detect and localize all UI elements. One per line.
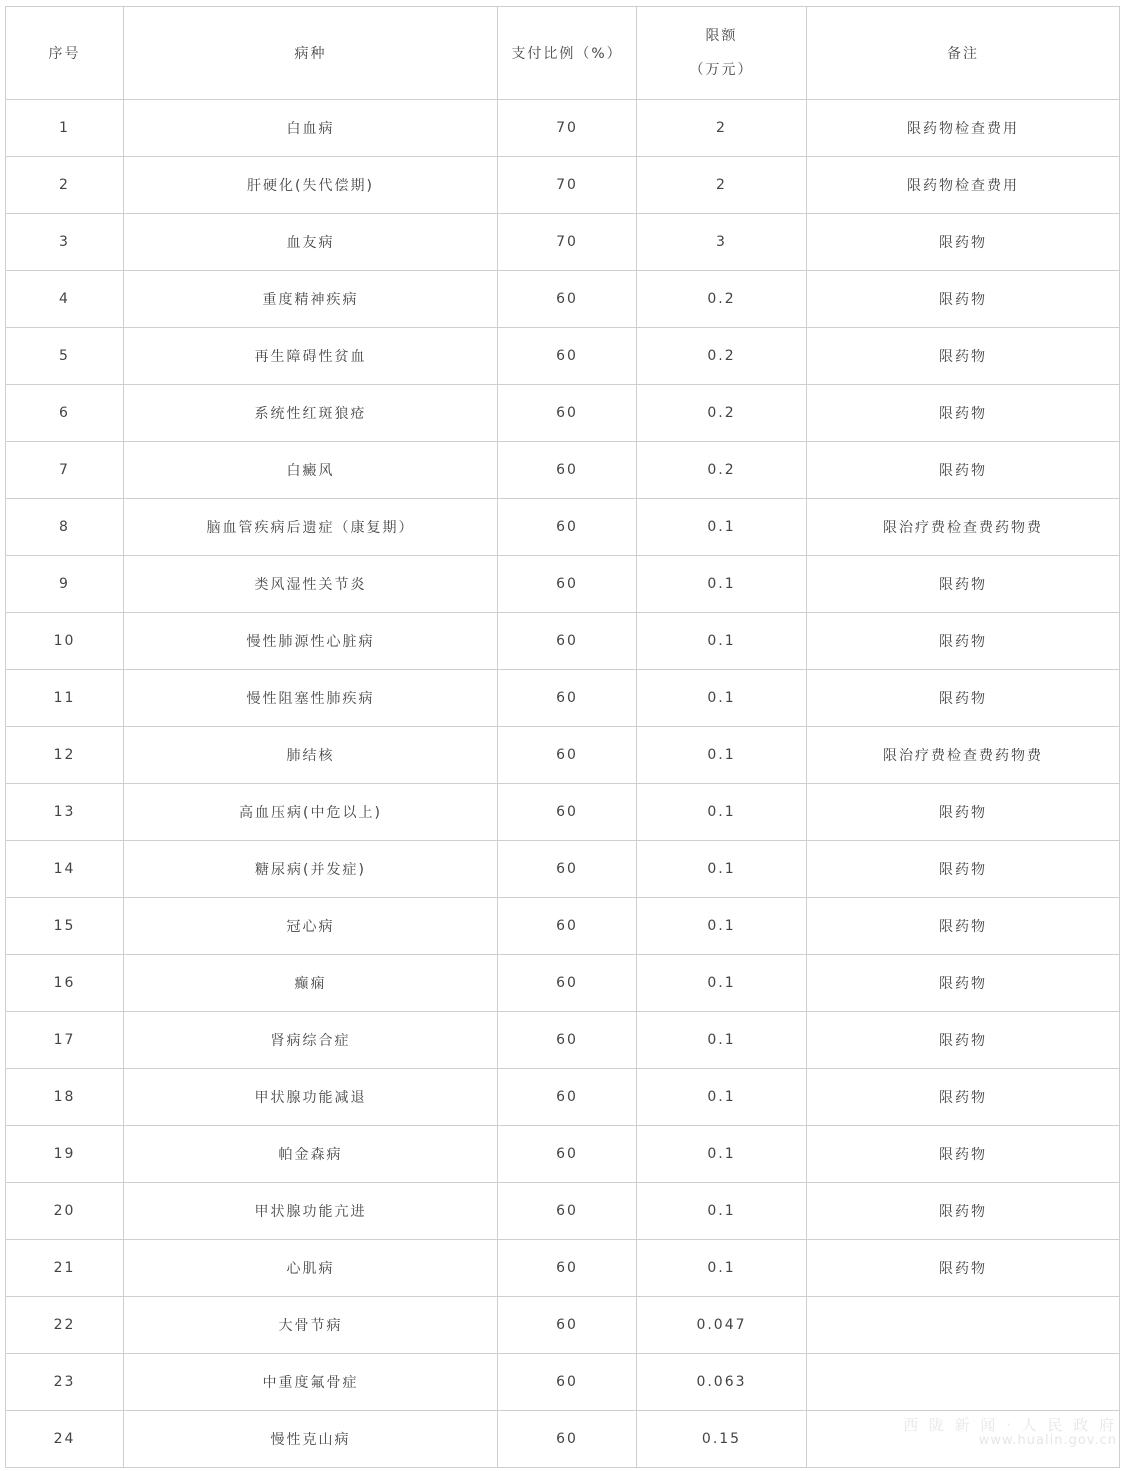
cell-no: 21	[6, 1240, 124, 1297]
cell-disease: 脑血管疾病后遗症（康复期）	[124, 499, 498, 556]
cell-note: 限药物	[807, 1012, 1120, 1069]
cell-disease: 慢性阻塞性肺疾病	[124, 670, 498, 727]
cell-note: 限药物	[807, 556, 1120, 613]
watermark-line2: www.hualin.gov.cn	[978, 1433, 1117, 1448]
cell-limit: 0.1	[637, 1012, 807, 1069]
header-note: 备注	[807, 7, 1120, 100]
cell-note	[807, 1297, 1120, 1354]
cell-limit: 0.1	[637, 556, 807, 613]
cell-limit: 0.047	[637, 1297, 807, 1354]
cell-no: 24	[6, 1411, 124, 1468]
cell-no: 19	[6, 1126, 124, 1183]
cell-ratio: 60	[498, 1012, 637, 1069]
cell-limit: 0.1	[637, 613, 807, 670]
cell-no: 20	[6, 1183, 124, 1240]
cell-note: 限药物	[807, 1183, 1120, 1240]
cell-note: 限药物	[807, 1240, 1120, 1297]
table-row	[6, 328, 1120, 385]
cell-disease: 肾病综合症	[124, 1012, 498, 1069]
cell-limit: 0.1	[637, 955, 807, 1012]
cell-no: 18	[6, 1069, 124, 1126]
cell-disease: 白癜风	[124, 442, 498, 499]
cell-note: 限药物	[807, 214, 1120, 271]
cell-note: 限药物	[807, 1126, 1120, 1183]
cell-ratio: 60	[498, 1183, 637, 1240]
cell-no: 16	[6, 955, 124, 1012]
cell-disease: 慢性肺源性心脏病	[124, 613, 498, 670]
header-limit	[637, 7, 807, 100]
cell-ratio: 60	[498, 499, 637, 556]
cell-no: 14	[6, 841, 124, 898]
cell-limit: 0.1	[637, 841, 807, 898]
cell-ratio: 60	[498, 841, 637, 898]
table-row	[6, 784, 1120, 841]
cell-no: 10	[6, 613, 124, 670]
cell-ratio: 70	[498, 157, 637, 214]
cell-no: 11	[6, 670, 124, 727]
cell-limit: 0.1	[637, 898, 807, 955]
cell-no: 8	[6, 499, 124, 556]
cell-disease: 类风湿性关节炎	[124, 556, 498, 613]
table-header-row	[6, 7, 1120, 100]
cell-no: 17	[6, 1012, 124, 1069]
disease-payment-table	[5, 6, 1120, 1468]
cell-ratio: 60	[498, 442, 637, 499]
cell-limit: 0.1	[637, 1126, 807, 1183]
cell-ratio: 60	[498, 328, 637, 385]
cell-limit: 3	[637, 214, 807, 271]
cell-no: 15	[6, 898, 124, 955]
cell-note: 限药物	[807, 955, 1120, 1012]
table-row	[6, 1297, 1120, 1354]
table-row	[6, 385, 1120, 442]
cell-ratio: 70	[498, 214, 637, 271]
cell-note: 限药物	[807, 784, 1120, 841]
cell-no: 4	[6, 271, 124, 328]
cell-disease: 心肌病	[124, 1240, 498, 1297]
table-row	[6, 841, 1120, 898]
cell-ratio: 60	[498, 1411, 637, 1468]
cell-ratio: 60	[498, 613, 637, 670]
cell-ratio: 60	[498, 1069, 637, 1126]
cell-limit: 0.2	[637, 271, 807, 328]
table-row	[6, 670, 1120, 727]
cell-note: 限药物	[807, 670, 1120, 727]
table-row	[6, 556, 1120, 613]
table-row	[6, 100, 1120, 157]
header-ratio: 支付比例（%）	[498, 7, 637, 100]
cell-no: 12	[6, 727, 124, 784]
cell-note: 限药物	[807, 442, 1120, 499]
header-no: 序号	[6, 7, 124, 100]
table-row	[6, 1354, 1120, 1411]
cell-note: 限药物	[807, 613, 1120, 670]
table-row	[6, 727, 1120, 784]
header-disease: 病种	[124, 7, 498, 100]
table-row	[6, 955, 1120, 1012]
cell-disease: 冠心病	[124, 898, 498, 955]
cell-limit: 0.1	[637, 1069, 807, 1126]
cell-limit: 0.2	[637, 328, 807, 385]
cell-disease: 糖尿病(并发症)	[124, 841, 498, 898]
cell-note: 限药物检查费用	[807, 157, 1120, 214]
cell-no: 13	[6, 784, 124, 841]
cell-note: 限药物	[807, 271, 1120, 328]
cell-limit: 0.15	[637, 1411, 807, 1468]
cell-disease: 慢性克山病	[124, 1411, 498, 1468]
cell-ratio: 60	[498, 1126, 637, 1183]
table-row	[6, 613, 1120, 670]
cell-no: 9	[6, 556, 124, 613]
cell-disease: 血友病	[124, 214, 498, 271]
cell-disease: 白血病	[124, 100, 498, 157]
cell-ratio: 60	[498, 1354, 637, 1411]
cell-disease: 甲状腺功能亢进	[124, 1183, 498, 1240]
table-row	[6, 271, 1120, 328]
table-row	[6, 1012, 1120, 1069]
cell-disease: 肝硬化(失代偿期)	[124, 157, 498, 214]
table-row	[6, 499, 1120, 556]
cell-disease: 大骨节病	[124, 1297, 498, 1354]
cell-limit: 0.2	[637, 385, 807, 442]
cell-note: 限药物	[807, 385, 1120, 442]
cell-ratio: 60	[498, 670, 637, 727]
cell-note: 限药物检查费用	[807, 100, 1120, 157]
cell-note: 限药物	[807, 328, 1120, 385]
header-limit-label: 限额	[705, 28, 738, 44]
cell-ratio: 60	[498, 271, 637, 328]
cell-limit: 2	[637, 100, 807, 157]
cell-disease: 甲状腺功能减退	[124, 1069, 498, 1126]
cell-limit: 2	[637, 157, 807, 214]
cell-note	[807, 1354, 1120, 1411]
cell-note: 限药物	[807, 1069, 1120, 1126]
cell-limit: 0.1	[637, 727, 807, 784]
table-row	[6, 442, 1120, 499]
cell-ratio: 60	[498, 727, 637, 784]
cell-limit: 0.1	[637, 784, 807, 841]
cell-disease: 肺结核	[124, 727, 498, 784]
cell-note: 限治疗费检查费药物费	[807, 499, 1120, 556]
cell-no: 3	[6, 214, 124, 271]
cell-ratio: 60	[498, 1297, 637, 1354]
cell-ratio: 60	[498, 385, 637, 442]
cell-note: 限治疗费检查费药物费	[807, 727, 1120, 784]
cell-disease: 系统性红斑狼疮	[124, 385, 498, 442]
cell-no: 6	[6, 385, 124, 442]
cell-ratio: 60	[498, 1240, 637, 1297]
cell-disease: 中重度氟骨症	[124, 1354, 498, 1411]
cell-no: 1	[6, 100, 124, 157]
table-body	[6, 100, 1120, 1468]
cell-no: 7	[6, 442, 124, 499]
table-row	[6, 157, 1120, 214]
cell-no: 5	[6, 328, 124, 385]
table-row	[6, 1240, 1120, 1297]
cell-limit: 0.1	[637, 670, 807, 727]
cell-disease: 帕金森病	[124, 1126, 498, 1183]
cell-ratio: 60	[498, 556, 637, 613]
table-row	[6, 214, 1120, 271]
cell-disease: 癫痫	[124, 955, 498, 1012]
cell-no: 2	[6, 157, 124, 214]
cell-note: 限药物	[807, 898, 1120, 955]
header-limit-unit: （万元）	[689, 62, 754, 78]
table-row	[6, 898, 1120, 955]
cell-disease: 高血压病(中危以上)	[124, 784, 498, 841]
cell-no: 23	[6, 1354, 124, 1411]
cell-limit: 0.1	[637, 1183, 807, 1240]
cell-limit: 0.1	[637, 1240, 807, 1297]
cell-ratio: 70	[498, 100, 637, 157]
cell-disease: 再生障碍性贫血	[124, 328, 498, 385]
cell-no: 22	[6, 1297, 124, 1354]
cell-limit: 0.063	[637, 1354, 807, 1411]
cell-limit: 0.2	[637, 442, 807, 499]
cell-limit: 0.1	[637, 499, 807, 556]
site-watermark	[903, 1417, 1117, 1449]
table-row	[6, 1069, 1120, 1126]
cell-disease: 重度精神疾病	[124, 271, 498, 328]
table-row	[6, 1126, 1120, 1183]
watermark-line1: 西 陇 新 闻 · 人 民 政 府	[903, 1416, 1117, 1434]
cell-ratio: 60	[498, 955, 637, 1012]
cell-note: 限药物	[807, 841, 1120, 898]
cell-ratio: 60	[498, 898, 637, 955]
table-row	[6, 1183, 1120, 1240]
cell-ratio: 60	[498, 784, 637, 841]
